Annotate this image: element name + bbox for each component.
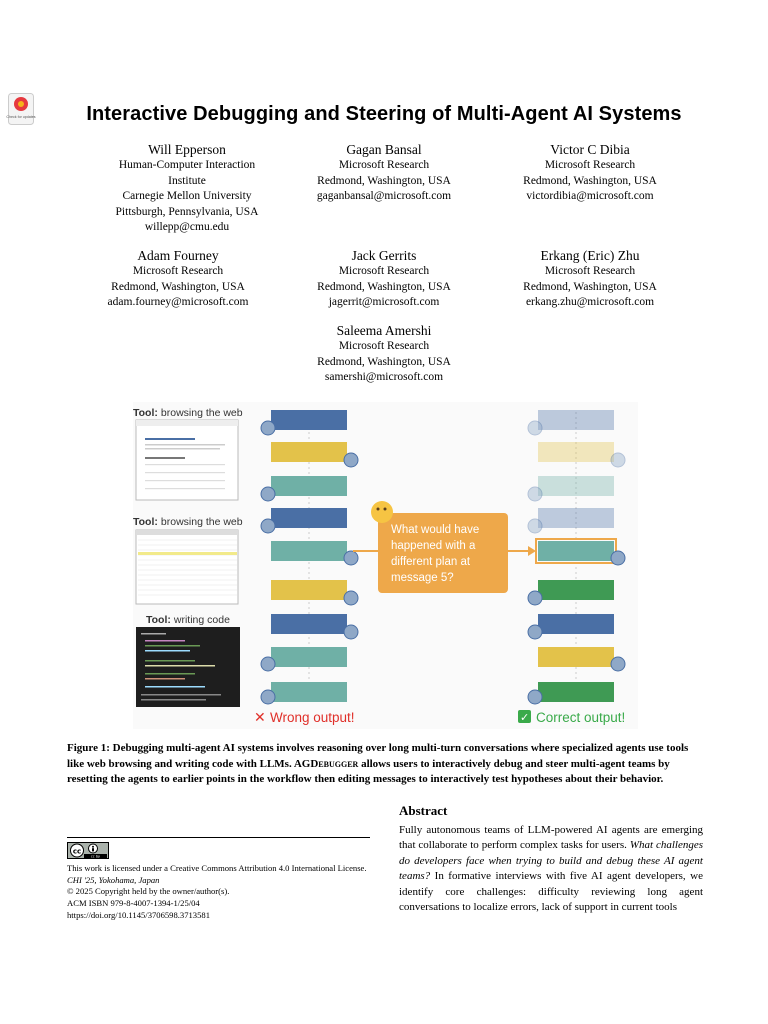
- agent-avatar-icon: [261, 487, 275, 501]
- svg-text:Tool:writing code: Tool: writing code: [146, 614, 230, 626]
- agent-avatar-icon: [528, 591, 542, 605]
- svg-text:What would have: What would have: [391, 524, 480, 536]
- author-block: Jack Gerrits Microsoft Research Redmond, Washington, USA jagerrit@microsoft.com: [284, 247, 484, 311]
- agent-avatar-icon: [344, 551, 358, 565]
- doi-link[interactable]: https://doi.org/10.1145/3706598.3713581: [67, 909, 210, 920]
- web-screenshot-1: [136, 420, 238, 500]
- author-block: Will Epperson Human-Computer Interaction Institute Carnegie Mellon University Pittsburgh, Pennsylvania, USA willepp@cmu.edu: [87, 141, 287, 236]
- svg-text:different plan at: different plan at: [391, 556, 471, 568]
- teaser-figure: [133, 402, 638, 729]
- web-screenshot-2: [136, 530, 238, 604]
- svg-text:Tool:browsing the web: Tool: browsing the web: [133, 516, 243, 528]
- author-block: Adam Fourney Microsoft Research Redmond, Washington, USA adam.fourney@microsoft.com: [78, 247, 278, 311]
- abstract-text: Fully autonomous teams of LLM-powered AI agents are emerging that collaborate to perform complex tasks for users. What challenges do developers face when trying to build and debug these AI agent teams? In formative interviews with five AI agent developers, we identify core challenges: difficulty reviewing long agent conversations to localize errors, lack of support in current tools: [399, 824, 703, 914]
- agent-avatar-icon: [528, 421, 542, 435]
- license-text: This work is licensed under a Creative Commons Attribution 4.0 International License. CHI '25, Yokohama, Japan © 2025 Copyright held by the owner/author(s). ACM ISBN 979-8-4007-1394-1/25/04 https://doi.org/10.1145/3706598.3713581: [67, 863, 387, 922]
- svg-text:message 5?: message 5?: [391, 572, 454, 584]
- agent-avatar-icon: [528, 690, 542, 704]
- agent-avatar-icon: [528, 487, 542, 501]
- cc-by-license-icon[interactable]: [67, 842, 109, 859]
- agent-avatar-icon: [611, 453, 625, 467]
- agent-avatar-icon: [344, 453, 358, 467]
- agent-avatar-icon: [611, 551, 625, 565]
- author-name: Adam Fourney: [137, 248, 219, 263]
- agent-avatar-icon: [261, 519, 275, 533]
- paper-title: Interactive Debugging and Steering of Multi-Agent AI Systems: [86, 103, 682, 125]
- agent-avatar-icon: [344, 625, 358, 639]
- left-conversation: [261, 410, 358, 704]
- agent-avatar-icon: [611, 657, 625, 671]
- author-name: Gagan Bansal: [346, 142, 422, 157]
- agent-avatar-icon: [528, 625, 542, 639]
- author-name: Will Epperson: [148, 142, 226, 157]
- agent-avatar-icon: [344, 591, 358, 605]
- thinking-face-icon: [371, 501, 393, 523]
- correct-output-label: Correct output!: [536, 710, 626, 725]
- author-block: Victor C Dibia Microsoft Research Redmond, Washington, USA victordibia@microsoft.com: [490, 141, 690, 205]
- badge-label: Check for updates: [6, 115, 36, 119]
- agent-avatar-icon: [261, 657, 275, 671]
- author-block: Erkang (Eric) Zhu Microsoft Research Redmond, Washington, USA erkang.zhu@microsoft.com: [490, 247, 690, 311]
- cross-icon: ✕: [254, 709, 266, 725]
- svg-text:cc by: cc by: [90, 854, 101, 859]
- abstract-heading: Abstract: [399, 803, 448, 818]
- author-block: Saleema Amershi Microsoft Research Redmond, Washington, USA samershi@microsoft.com: [284, 322, 484, 386]
- wrong-output-label: Wrong output!: [270, 710, 355, 725]
- author-name: Erkang (Eric) Zhu: [540, 248, 640, 263]
- svg-text:✓: ✓: [520, 712, 530, 724]
- agent-avatar-icon: [261, 690, 275, 704]
- svg-text:Tool:browsing the web: Tool: browsing the web: [133, 407, 243, 419]
- code-screenshot: [136, 627, 240, 707]
- figure-caption: Figure 1: Debugging multi-agent AI systems involves reasoning over long multi-turn conversations where specialized agents use tools like web browsing and writing code with LLMs. AGDebugger allows users to interactively debug and steer multi-agent teams by resetting the agents to earlier points in the workflow then editing messages to interactively test hypotheses about their behavior.: [67, 742, 689, 785]
- right-conversation: [528, 410, 625, 704]
- author-name: Jack Gerrits: [351, 248, 417, 263]
- author-block: Gagan Bansal Microsoft Research Redmond, Washington, USA gaganbansal@microsoft.com: [284, 141, 484, 205]
- footnote-rule: [67, 837, 370, 838]
- agent-avatar-icon: [261, 421, 275, 435]
- agent-avatar-icon: [528, 519, 542, 533]
- author-name: Saleema Amershi: [336, 323, 432, 338]
- svg-text:happened with a: happened with a: [391, 540, 476, 552]
- author-name: Victor C Dibia: [550, 142, 630, 157]
- svg-text:cc: cc: [72, 847, 82, 856]
